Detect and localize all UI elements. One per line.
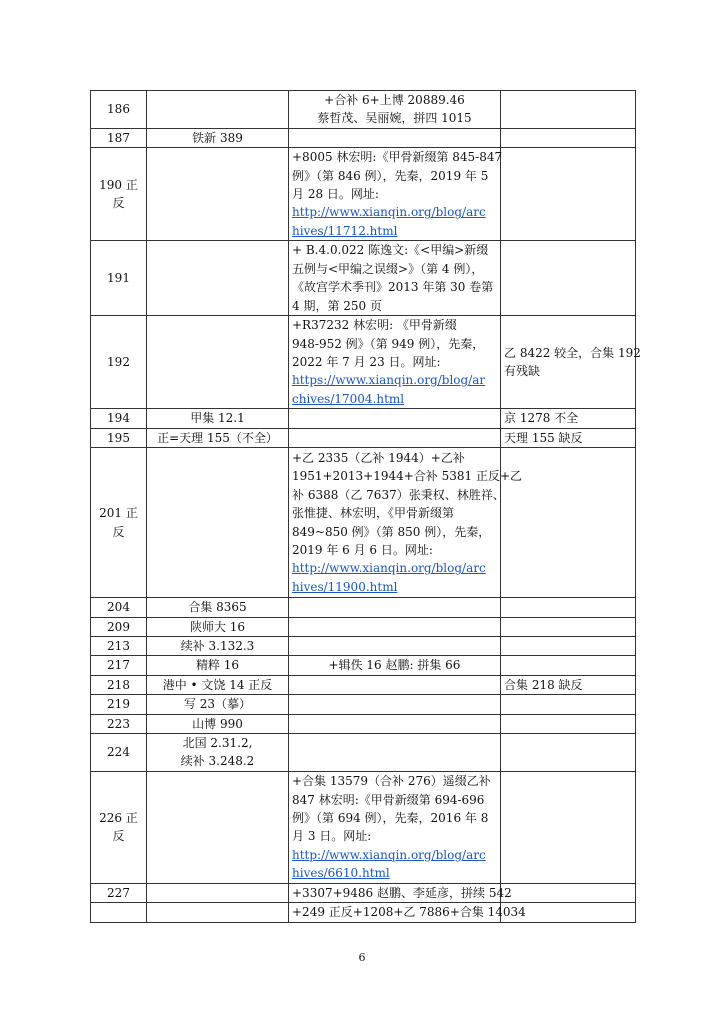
cell-number: 191 bbox=[91, 241, 147, 316]
cell-source bbox=[147, 636, 289, 655]
cell-line: 续补 3.248.2 bbox=[180, 754, 255, 769]
cell-notes bbox=[501, 409, 636, 428]
cell-joins bbox=[289, 656, 501, 675]
table-row bbox=[91, 771, 636, 883]
table-row bbox=[91, 714, 636, 733]
cell-line: +合补 6+上博 20889.46 bbox=[324, 93, 465, 107]
table-row bbox=[91, 675, 636, 694]
cell-notes bbox=[501, 771, 636, 883]
cell-number: 187 bbox=[91, 128, 147, 147]
cell-number: 224 bbox=[91, 733, 147, 771]
cell-number: 209 bbox=[91, 617, 147, 636]
cell-number: 226 正反 bbox=[91, 771, 147, 883]
cell-line: 北国 2.31.2, bbox=[182, 736, 253, 751]
cell-source bbox=[147, 714, 289, 733]
cell-notes bbox=[501, 241, 636, 316]
cell-joins bbox=[289, 714, 501, 733]
table-row bbox=[91, 617, 636, 636]
cell-line: 例》（第 846 例），先秦，2019 年 5 bbox=[292, 168, 489, 183]
cell-source bbox=[147, 91, 289, 129]
page-number: 6 bbox=[358, 951, 366, 964]
cell-source bbox=[147, 316, 289, 409]
table-row bbox=[91, 733, 636, 771]
cell-number: 195 bbox=[91, 428, 147, 447]
cell-number: 219 bbox=[91, 695, 147, 714]
cell-joins bbox=[289, 695, 501, 714]
cell-notes bbox=[501, 428, 636, 447]
cell-source bbox=[147, 598, 289, 617]
cell-line: 蔡哲茂、吴丽婉，拼四 1015 bbox=[317, 111, 472, 126]
cell-notes bbox=[501, 128, 636, 147]
document-table bbox=[90, 90, 641, 923]
cell-line: 4 期，第 250 页 bbox=[292, 298, 382, 313]
table-row bbox=[91, 128, 636, 147]
cell-number: 227 bbox=[91, 883, 147, 902]
url-link[interactable]: https://www.xianqin.org/blog/ar bbox=[292, 373, 486, 388]
cell-notes bbox=[501, 598, 636, 617]
url-link[interactable]: http://www.xianqin.org/blog/arc bbox=[292, 205, 486, 220]
cell-source bbox=[147, 771, 289, 883]
cell-number: 192 bbox=[91, 316, 147, 409]
cell-number bbox=[91, 903, 147, 922]
table-row bbox=[91, 241, 636, 316]
table-row bbox=[91, 148, 636, 241]
cell-line: 月 28 日。网址: bbox=[292, 187, 379, 202]
cell-source bbox=[147, 903, 289, 922]
cell-line: 五例与<甲编之误缀>》（第 4 例）， bbox=[292, 261, 484, 276]
cell-line: 天理 155 缺反 bbox=[504, 430, 583, 445]
cell-line: +3307+9486 赵鹏、李延彦，拼续 542 bbox=[292, 885, 512, 900]
cell-line: 精粹 16 bbox=[195, 658, 240, 673]
cell-line: 847 林宏明:《甲骨新缀第 694-696 bbox=[292, 792, 485, 807]
table-row bbox=[91, 656, 636, 675]
cell-notes bbox=[501, 883, 636, 902]
table-body bbox=[91, 91, 641, 923]
cell-source bbox=[147, 448, 289, 598]
cell-line: 写 23（摹） bbox=[183, 697, 252, 712]
url-link[interactable]: http://www.xianqin.org/blog/arc bbox=[292, 847, 486, 862]
cell-number: 218 bbox=[91, 675, 147, 694]
cell-number: 201 正反 bbox=[91, 448, 147, 598]
cell-joins bbox=[289, 241, 501, 316]
url-link[interactable]: http://www.xianqin.org/blog/arc bbox=[292, 561, 486, 576]
cell-line: +乙 2335（乙补 1944）+乙补 bbox=[292, 450, 465, 465]
cell-line: +8005 林宏明:《甲骨新缀第 845-847 bbox=[292, 150, 503, 165]
cell-line: 例》（第 694 例），先秦，2016 年 8 bbox=[292, 811, 489, 826]
cell-line: +R37232 林宏明: 《甲骨新缀 bbox=[292, 318, 457, 333]
cell-source bbox=[147, 883, 289, 902]
cell-notes bbox=[501, 636, 636, 655]
cell-line: 849~850 例》（第 850 例），先秦， bbox=[292, 524, 491, 539]
table-row bbox=[91, 598, 636, 617]
table-row bbox=[91, 316, 636, 409]
cell-joins bbox=[289, 428, 501, 447]
cell-line: 月 3 日。网址: bbox=[292, 829, 372, 844]
cell-line: 《故宫学术季刊》2013 年第 30 卷第 bbox=[292, 280, 494, 295]
cell-line: 山博 990 bbox=[192, 716, 243, 731]
cell-joins bbox=[289, 316, 501, 409]
cell-joins bbox=[289, 883, 512, 902]
cell-line: 铁新 389 bbox=[192, 130, 243, 145]
cell-line: 合集 8365 bbox=[188, 600, 247, 615]
cell-line: 陕师大 16 bbox=[189, 619, 246, 634]
cell-joins bbox=[289, 91, 501, 129]
table-row bbox=[91, 903, 636, 922]
cell-source bbox=[147, 241, 289, 316]
cell-notes bbox=[501, 733, 636, 771]
cell-joins bbox=[289, 409, 501, 428]
cell-source bbox=[147, 617, 289, 636]
cell-notes bbox=[501, 675, 636, 694]
cell-line: +249 正反+1208+乙 7886+合集 14034 bbox=[292, 905, 526, 920]
cell-line: 张惟捷、林宏明，《甲骨新缀第 bbox=[292, 506, 455, 521]
cell-notes bbox=[501, 316, 641, 409]
cell-line: +辑佚 16 赵鹏: 拼集 66 bbox=[328, 658, 461, 673]
cell-joins bbox=[289, 636, 501, 655]
cell-line: 京 1278 不全 bbox=[504, 411, 579, 426]
cell-line: 合集 218 缺反 bbox=[504, 677, 583, 692]
table-row bbox=[91, 883, 636, 902]
cell-line: 2022 年 7 月 23 日。网址: bbox=[292, 355, 441, 370]
cell-line: +合集 13579（合补 276）遥缀乙补 bbox=[292, 774, 491, 789]
url-link[interactable]: chives/17004.html bbox=[292, 391, 405, 406]
table-row bbox=[91, 428, 636, 447]
table-row bbox=[91, 448, 636, 598]
cell-line: 2019 年 6 月 6 日。网址: bbox=[292, 543, 433, 557]
cell-source bbox=[147, 148, 289, 241]
cell-joins bbox=[289, 733, 501, 771]
cell-notes bbox=[501, 148, 636, 241]
cell-number: 213 bbox=[91, 636, 147, 655]
url-link[interactable]: hives/6610.html bbox=[292, 866, 390, 881]
cell-notes bbox=[501, 714, 636, 733]
cell-source bbox=[147, 409, 289, 428]
table-row bbox=[91, 695, 636, 714]
cell-joins bbox=[289, 617, 501, 636]
cell-joins bbox=[289, 598, 501, 617]
cell-line: 续补 3.132.3 bbox=[180, 638, 255, 653]
cell-number: 223 bbox=[91, 714, 147, 733]
cell-number: 204 bbox=[91, 598, 147, 617]
table-row bbox=[91, 636, 636, 655]
cell-number: 190 正反 bbox=[91, 148, 147, 241]
cell-line: 有残缺 bbox=[504, 364, 541, 379]
cell-line: 甲集 12.1 bbox=[190, 411, 245, 426]
cell-joins bbox=[289, 771, 501, 883]
cell-joins bbox=[289, 448, 523, 598]
cell-source bbox=[147, 428, 289, 447]
cell-notes bbox=[501, 695, 636, 714]
cell-notes bbox=[501, 617, 636, 636]
cell-notes bbox=[501, 91, 636, 129]
cell-number: 186 bbox=[91, 91, 147, 129]
cell-line: 1951+2013+1944+合补 5381 正反+乙 bbox=[292, 469, 523, 484]
cell-notes bbox=[501, 656, 636, 675]
cell-joins bbox=[289, 128, 501, 147]
cell-source bbox=[147, 128, 289, 147]
table-row bbox=[91, 91, 636, 129]
cell-source bbox=[147, 695, 289, 714]
cell-line: 948-952 例》（第 949 例），先秦， bbox=[292, 336, 485, 351]
cell-line: 乙 8422 较全，合集 192 bbox=[504, 345, 641, 360]
cell-joins bbox=[289, 148, 501, 241]
cell-joins bbox=[289, 675, 501, 694]
cell-line: 正=天理 155（不全） bbox=[157, 430, 278, 445]
cell-source bbox=[147, 675, 289, 694]
url-link[interactable]: hives/11712.html bbox=[292, 223, 398, 238]
cell-source bbox=[147, 656, 289, 675]
cell-line: 补 6388（乙 7637）张秉权、林胜祥、 bbox=[292, 487, 505, 502]
cell-line: + B.4.0.022 陈逸文:《<甲编>新缀 bbox=[292, 243, 489, 258]
table-row bbox=[91, 409, 636, 428]
cell-source bbox=[147, 733, 289, 771]
url-link[interactable]: hives/11900.html bbox=[292, 579, 398, 594]
cell-joins bbox=[289, 903, 526, 922]
cell-number: 194 bbox=[91, 409, 147, 428]
cell-number: 217 bbox=[91, 656, 147, 675]
cell-line: 港中 • 文饶 14 正反 bbox=[162, 677, 273, 692]
